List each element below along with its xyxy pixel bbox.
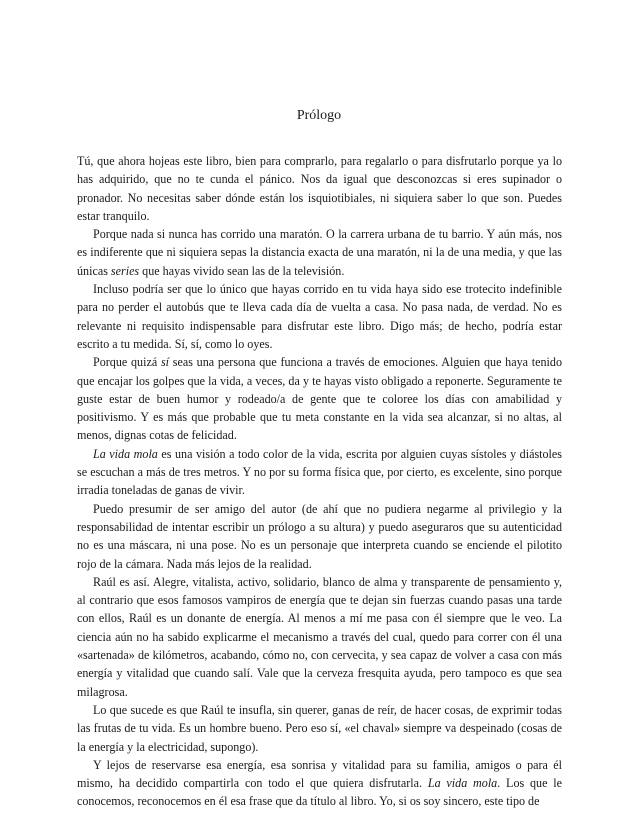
paragraph-text: que hayas vivido sean las de la televisión.	[139, 263, 345, 278]
paragraph-text: Porque nada si nunca has corrido una maratón. O la carrera urbana de tu barrio. Y aún más, nos es indiferente que ni siquiera sepas la distancia exacta de una maratón, ni la de una media, y que las únicas	[77, 227, 562, 278]
paragraph-text: seas una persona que funciona a través de emociones. Alguien que haya tenido que encajar los golpes que la vida, a veces, da y te hayas visto obligado a reponerte. Seguramente te guste estar de buen humor y rodeado/a de gente que te coloree los días con amabilidad y positivismo. Y es más que probable que tu meta constante en la vida sea alcanzar, si no altas, al menos, dignas cotas de felicidad.	[77, 355, 562, 443]
italic-text: series	[110, 263, 140, 278]
italic-text: La vida mola	[93, 446, 158, 461]
paragraph-text: Tú, que ahora hojeas este libro, bien para comprarlo, para regalarlo o para disfrutarlo porque ya lo has adquirido, que no te cunda el pánico. Nos da igual que desconozcas si eres supinador o pronador. No necesitas saber dónde están los isquiotibiales, ni siquiera saber lo que son. Puedes estar tranquilo.	[77, 154, 562, 223]
paragraph-text: Puedo presumir de ser amigo del autor (de ahí que no pudiera negarme al privilegio y la responsabilidad de intentar escribir un prólogo a su altura) y puedo aseguraros que su autenticidad no es una máscara, ni una pose. No es un personaje que interpreta cuando se enciende el pilotito rojo de la cámara. Nada más lejos de la realidad.	[77, 501, 562, 571]
paragraph	[77, 353, 562, 444]
paragraph-text: es una visión a todo color de la vida, escrita por alguien cuyas sístoles y diástoles se escuchan a más de tres metros. Y no por su forma física que, por cierto, es excelente, sino porque irradia toneladas de ganas de vivir.	[77, 446, 562, 498]
paragraph-text: Lo que sucede es que Raúl te insufla, sin querer, ganas de reír, de hacer cosas, de exprimir todas las frutas de tu vida. Es un hombre bueno. Pero eso sí, «el chaval» siempre va despeinado (cosas de la energía y la electricidad, supongo).	[77, 702, 562, 754]
paragraph	[77, 573, 562, 701]
paragraph-text: Porque quizá	[93, 355, 161, 370]
paragraph	[77, 280, 562, 353]
italic-text: La vida mola	[427, 776, 498, 791]
paragraph	[77, 445, 562, 500]
paragraph	[77, 225, 562, 280]
paragraph-text: Raúl es así. Alegre, vitalista, activo, solidario, blanco de alma y transparente de pensamiento y, al contrario que esos famosos vampiros de energía que te dejan sin fuerzas cuando pasas una tarde con ellos, Raúl es un donante de energía. Al menos a mí me pasa con él siempre que le veo. La ciencia aún no ha sabido explicarme el mecanismo a través del cual, quedo para correr con él una «sartenada» de kilómetros, acabando, cómo no, con cervecita, y sea capaz de volver a casa con más energía y vitalidad que cuando salí. Vale que la cerveza fresquita ayuda, pero tampoco es que sea milagrosa.	[77, 574, 562, 699]
paragraph-text: . Los que le conocemos, reconocemos en él esa frase que da título al libro. Yo, si os soy sincero, este tipo de	[77, 776, 562, 809]
paragraph	[77, 756, 562, 811]
page-title: Prólogo	[296, 108, 342, 123]
paragraph	[77, 500, 562, 573]
body-text	[77, 152, 562, 811]
paragraph	[77, 701, 562, 756]
paragraph-text: Y lejos de reservarse esa energía, esa sonrisa y vitalidad para su familia, amigos o para él mismo, ha decidido compartirla con todo el que quiera disfrutarla.	[77, 757, 562, 791]
paragraph	[77, 152, 562, 225]
italic-text: sí	[160, 355, 170, 370]
paragraph-text: Incluso podría ser que lo único que hayas corrido en tu vida haya sido ese trotecito indefinible para no perder el autobús que te lleva cada día de vuelta a casa. No pasa nada, de verdad. No es relevante ni requisito indispensable para disfrutar este libro. Digo más; de hecho, podría estar escrito a tu medida. Sí, sí, como lo oyes.	[77, 282, 562, 351]
